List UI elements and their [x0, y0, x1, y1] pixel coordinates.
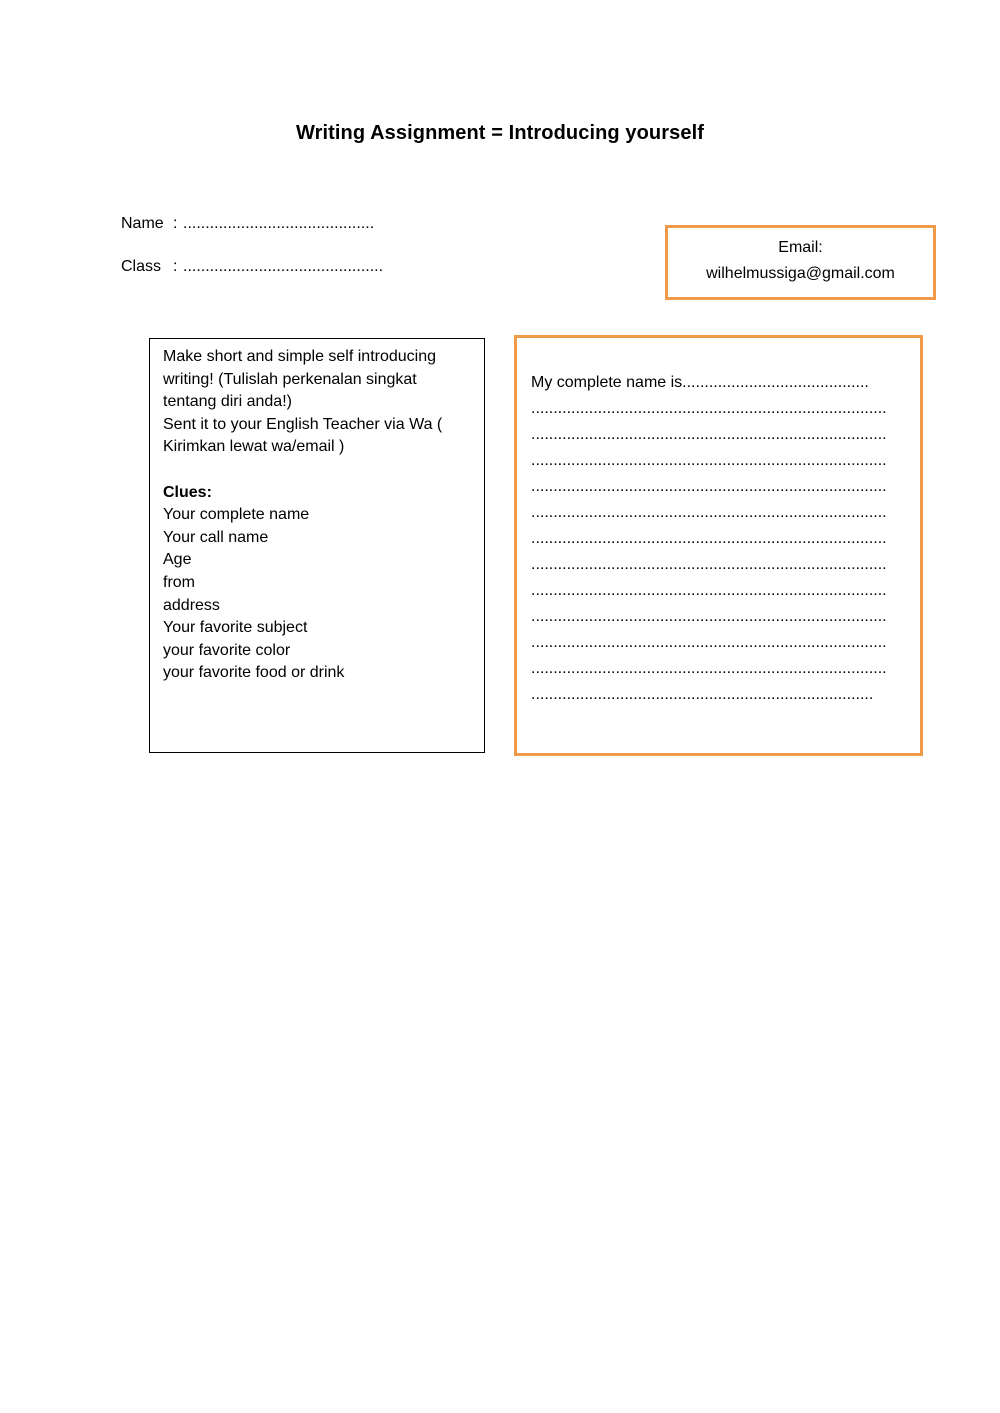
clue-item: your favorite food or drink [163, 664, 345, 682]
instruction-box [149, 338, 485, 753]
answer-blank-line[interactable]: ................................................................................ [531, 400, 887, 417]
answer-blank-line[interactable]: ................................................................................ [531, 530, 887, 547]
instruction-line: Make short and simple self introducing [163, 348, 437, 365]
clue-item: Age [163, 551, 192, 569]
name-label: Name [121, 215, 164, 232]
name-blank[interactable]: ........................................... [183, 215, 375, 232]
answer-blank-line[interactable]: ................................................................................ [531, 660, 887, 677]
email-address: wilhelmussiga@gmail.com [706, 265, 895, 282]
answer-blank-line[interactable]: ................................................................................ [531, 504, 887, 521]
class-label: Class [121, 258, 162, 275]
answer-blank-line[interactable]: ................................................................................ [531, 426, 887, 443]
instruction-line: writing! (Tulislah perkenalan singkat [163, 370, 417, 388]
clue-item: Your complete name [163, 506, 310, 524]
name-colon: : [173, 215, 178, 232]
answer-blank-line[interactable]: ................................................................................ [531, 478, 887, 495]
answer-blank-line[interactable]: ............................................................................. [531, 686, 874, 703]
clue-item: from [163, 573, 195, 591]
page-title: Writing Assignment = Introducing yourself [295, 122, 704, 144]
clue-item: your favorite color [163, 641, 291, 659]
email-label: Email: [778, 239, 823, 256]
instruction-line: Sent it to your English Teacher via Wa ( [163, 415, 443, 433]
clue-item: Your call name [163, 528, 269, 546]
answer-blank-line[interactable]: ................................................................................ [531, 556, 887, 573]
class-field [121, 258, 383, 276]
answer-box [514, 335, 923, 756]
email-box [665, 225, 936, 300]
name-field [121, 215, 374, 233]
clue-item: address [163, 596, 220, 614]
clues-list [163, 504, 474, 685]
clues-heading: Clues: [163, 483, 212, 501]
clue-item: Your favorite subject [163, 619, 308, 637]
instruction-line: Kirimkan lewat wa/email ) [163, 438, 345, 456]
answer-first-line[interactable]: My complete name is.......................................... [531, 374, 869, 391]
class-blank[interactable]: ............................................. [183, 258, 384, 275]
answer-blank-line[interactable]: ................................................................................ [531, 582, 887, 599]
class-colon: : [173, 258, 178, 275]
answer-lines [531, 370, 911, 708]
spacer [163, 459, 474, 482]
answer-blank-line[interactable]: ................................................................................ [531, 608, 887, 625]
answer-blank-line[interactable]: ................................................................................ [531, 634, 887, 651]
answer-blank-line[interactable]: ................................................................................ [531, 452, 887, 469]
instruction-line: tentang diri anda!) [163, 393, 292, 411]
